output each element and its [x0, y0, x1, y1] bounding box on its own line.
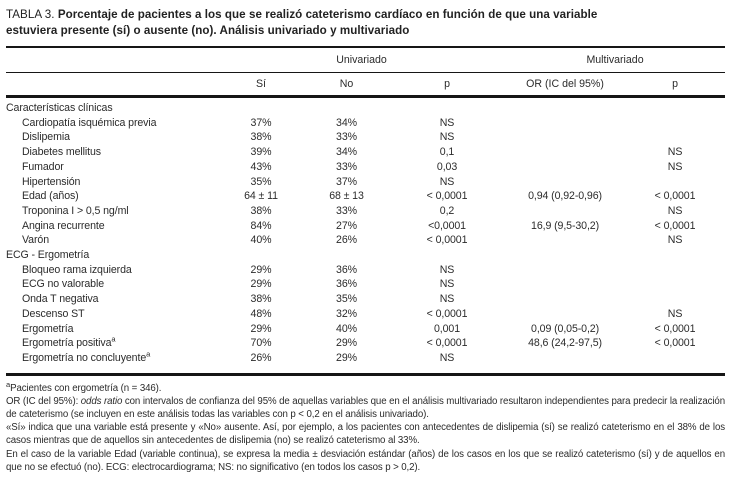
footnote-text: Pacientes con ergometría (n = 346). — [10, 382, 162, 394]
cell-si: 29% — [250, 322, 272, 335]
row-label — [6, 351, 218, 374]
row-label-text: Ergometría no concluyente — [22, 351, 147, 364]
cell-p-univariado: NS — [439, 293, 455, 306]
footnote-si-no-explanation: «Sí» indica que una variable está presente y «No» ausente. Así, por ejemplo, a los pacientes con antecedentes de dislipemia (sí) se realizó cateterismo en el 38% de los casos mientras que de aquellos sin antecedentes de dislipemia (no) se realizó cateterismo al 33%. — [6, 422, 725, 447]
cell-p-univariado: 0,1 — [439, 146, 455, 159]
table-row — [6, 233, 725, 248]
table-row — [6, 189, 725, 204]
cell-p-univariado: < 0,0001 — [426, 307, 468, 320]
row-label: Angina recurrente — [22, 219, 105, 232]
cell-p-univariado — [389, 97, 505, 116]
table-number-label: TABLA 3. — [6, 8, 55, 21]
footnote-ergometria-n — [6, 379, 725, 395]
row-label: Ergometría — [22, 322, 74, 335]
empty-corner-cell — [6, 73, 218, 97]
cell-p-multivariado: < 0,0001 — [654, 190, 696, 203]
row-label: Dislipemia — [22, 131, 70, 144]
cell-or: 16,9 (9,5-30,2) — [531, 219, 600, 232]
cell-no: 29% — [336, 351, 357, 364]
cell-p-multivariado — [625, 351, 725, 374]
table-title-line1: Porcentaje de pacientes a los que se realizó cateterismo cardíaco en función de que una variable — [57, 8, 598, 21]
cell-no: 32% — [336, 307, 357, 320]
row-label: Varón — [22, 234, 49, 247]
cell-p-multivariado — [625, 263, 725, 278]
cell-no — [304, 248, 389, 263]
table-row — [6, 204, 725, 219]
cell-or — [505, 292, 625, 307]
row-label: Bloqueo rama izquierda — [22, 263, 132, 276]
cell-p-univariado: NS — [439, 278, 455, 291]
row-label: Fumador — [22, 160, 64, 173]
section-label: ECG - Ergometría — [6, 249, 90, 262]
cell-si: 39% — [250, 146, 272, 159]
cell-p-univariado: < 0,0001 — [426, 337, 468, 350]
footnote-text: con intervalos de confianza del 95% de aquellas variables que en el análisis multivariado resultaron independientes para predecir la realización de cateterismo (se incluyen en este análisis todas las variables con p < 0,2 en el análisis univariado). — [6, 395, 725, 421]
cell-or — [505, 248, 625, 263]
section-row — [6, 248, 725, 263]
column-header-or: OR (IC del 95%) — [505, 73, 625, 97]
cell-or — [505, 277, 625, 292]
table-row — [6, 307, 725, 322]
cell-si: 40% — [250, 234, 272, 247]
cell-no: 36% — [336, 278, 357, 291]
cell-or: 0,09 (0,05-0,2) — [531, 322, 600, 335]
cell-no: 26% — [336, 234, 357, 247]
cell-no: 29% — [336, 337, 357, 350]
cell-si: 48% — [250, 307, 272, 320]
cell-or — [505, 145, 625, 160]
cell-p-multivariado — [625, 175, 725, 190]
table-title-line2: estuviera presente (sí) o ausente (no). Análisis univariado y multivariado — [6, 23, 410, 37]
row-label: Cardiopatía isquémica previa — [22, 116, 157, 129]
column-header-no: No — [304, 73, 389, 97]
cell-no — [304, 97, 389, 116]
footnote-marker: a — [111, 334, 116, 344]
cell-si: 29% — [250, 263, 272, 276]
cell-p-multivariado: NS — [667, 307, 683, 320]
cell-no: 34% — [336, 116, 357, 129]
cell-no: 27% — [336, 219, 357, 232]
table-row — [6, 175, 725, 190]
cell-or — [505, 307, 625, 322]
section-row — [6, 97, 725, 116]
cell-p-univariado: 0,2 — [439, 204, 455, 217]
cell-si — [218, 97, 304, 116]
column-header-si: Sí — [218, 73, 304, 97]
cell-p-multivariado — [625, 277, 725, 292]
cell-si: 26% — [250, 351, 272, 364]
row-label: ECG no valorable — [22, 278, 105, 291]
table-row — [6, 219, 725, 234]
table-row — [6, 145, 725, 160]
cell-p-multivariado: < 0,0001 — [654, 322, 696, 335]
cell-no: 33% — [336, 204, 357, 217]
table-row — [6, 130, 725, 145]
cell-no: 35% — [336, 293, 357, 306]
cell-si: 38% — [250, 204, 272, 217]
cell-no: 37% — [336, 175, 357, 188]
cell-p-univariado: 0,03 — [436, 160, 458, 173]
cell-or — [505, 97, 625, 116]
cell-si: 37% — [250, 116, 272, 129]
cell-p-multivariado: NS — [667, 146, 683, 159]
cell-p-multivariado: < 0,0001 — [654, 219, 696, 232]
group-header-multivariado: Multivariado — [505, 47, 725, 73]
cell-si: 64 ± 11 — [244, 190, 278, 203]
row-label: Troponina I > 0,5 ng/ml — [22, 204, 129, 217]
cell-p-univariado: NS — [439, 131, 455, 144]
cell-si: 84% — [250, 219, 272, 232]
column-header-row — [6, 73, 725, 97]
cell-p-univariado: <0,0001 — [428, 219, 466, 232]
footnote-marker: a — [146, 349, 151, 359]
cell-si: 29% — [250, 278, 272, 291]
cell-or: 0,94 (0,92-0,96) — [528, 190, 602, 203]
cell-or — [505, 160, 625, 175]
column-header-p-univariado: p — [389, 73, 505, 97]
cell-or — [505, 351, 625, 374]
cell-p-multivariado: < 0,0001 — [654, 337, 696, 350]
cell-p-multivariado: NS — [667, 204, 683, 217]
cell-p-univariado — [389, 248, 505, 263]
cell-p-multivariado — [625, 130, 725, 145]
cell-p-univariado: < 0,0001 — [426, 190, 468, 203]
column-header-p-multivariado: p — [625, 73, 725, 97]
cell-or — [505, 116, 625, 131]
row-label-text: Ergometría positiva — [22, 337, 112, 350]
cell-si: 35% — [250, 175, 272, 188]
cell-or — [505, 175, 625, 190]
group-header-univariado: Univariado — [218, 47, 505, 73]
cell-or — [505, 263, 625, 278]
cell-or — [505, 130, 625, 145]
footnote-text: OR (IC del 95%): — [6, 395, 81, 407]
row-label: Hipertensión — [22, 175, 81, 188]
footnote-edad-abbreviations: En el caso de la variable Edad (variable continua), se expresa la media ± desviación estándar (años) de los casos en los que se realizó cateterismo (sí) y de aquellos en que no se efectuó (no). ECG: electrocardiograma; NS: no significativo (en todos los casos p > 0,2). — [6, 448, 725, 473]
cell-si: 38% — [250, 131, 272, 144]
table-row — [6, 336, 725, 351]
footnote-or-definition — [6, 395, 725, 421]
row-label: Onda T negativa — [22, 293, 99, 306]
cell-p-multivariado: NS — [667, 160, 683, 173]
cell-no: 40% — [336, 322, 357, 335]
section-label: Características clínicas — [6, 102, 113, 114]
cell-si — [218, 248, 304, 263]
cell-p-univariado: NS — [439, 116, 455, 129]
empty-corner-cell — [6, 47, 218, 73]
table-row — [6, 160, 725, 175]
table-row — [6, 277, 725, 292]
table-row — [6, 263, 725, 278]
cell-p-multivariado: NS — [667, 234, 683, 247]
row-label — [6, 336, 218, 351]
cell-no: 34% — [336, 146, 357, 159]
table-title — [6, 7, 725, 38]
cell-si: 38% — [250, 293, 272, 306]
cell-p-multivariado — [625, 292, 725, 307]
cell-si: 43% — [250, 160, 272, 173]
row-label: Diabetes mellitus — [22, 146, 101, 159]
cell-or — [505, 233, 625, 248]
cell-p-multivariado — [625, 97, 725, 116]
footnote-marker: a — [6, 379, 11, 389]
odds-ratio-term: odds ratio — [80, 395, 123, 407]
table-row — [6, 292, 725, 307]
table-row — [6, 351, 725, 374]
cell-no: 68 ± 13 — [329, 190, 364, 203]
group-header-row — [6, 47, 725, 73]
cell-si: 70% — [250, 337, 272, 350]
cell-p-multivariado — [625, 248, 725, 263]
results-table — [6, 46, 725, 376]
cell-p-multivariado — [625, 116, 725, 131]
cell-no: 33% — [336, 131, 357, 144]
table-footnotes — [6, 379, 725, 474]
cell-or: 48,6 (24,2-97,5) — [528, 337, 602, 350]
cell-p-univariado: NS — [439, 351, 455, 364]
table-row — [6, 116, 725, 131]
cell-no: 36% — [336, 263, 357, 276]
cell-or — [505, 204, 625, 219]
cell-p-univariado: 0,001 — [434, 322, 461, 335]
cell-p-univariado: NS — [439, 263, 455, 276]
row-label: Descenso ST — [22, 307, 85, 320]
row-label: Edad (años) — [22, 190, 79, 203]
cell-p-univariado: < 0,0001 — [426, 234, 468, 247]
cell-no: 33% — [336, 160, 357, 173]
cell-p-univariado: NS — [439, 175, 455, 188]
